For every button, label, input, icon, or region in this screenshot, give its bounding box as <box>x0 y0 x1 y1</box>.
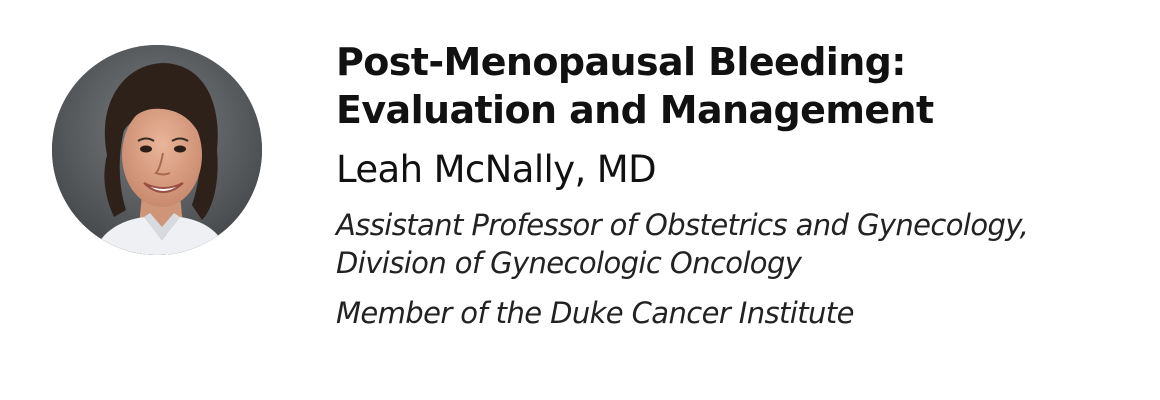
talk-title-line-2: Evaluation and Management <box>336 88 934 132</box>
talk-title-line-1: Post-Menopausal Bleeding: <box>336 40 906 84</box>
speaker-photo <box>52 45 262 255</box>
portrait-illustration <box>52 45 262 255</box>
speaker-affiliation: Member of the Duke Cancer Institute <box>336 296 854 330</box>
speaker-position-line-1: Assistant Professor of Obstetrics and Gynecology, <box>336 208 1029 242</box>
speaker-info <box>336 38 1136 332</box>
speaker-position-line-2: Division of Gynecologic Oncology <box>336 246 802 280</box>
speaker-name: Leah McNally, MD <box>336 148 657 191</box>
talk-title <box>336 38 1136 134</box>
speaker-position <box>336 206 1136 282</box>
